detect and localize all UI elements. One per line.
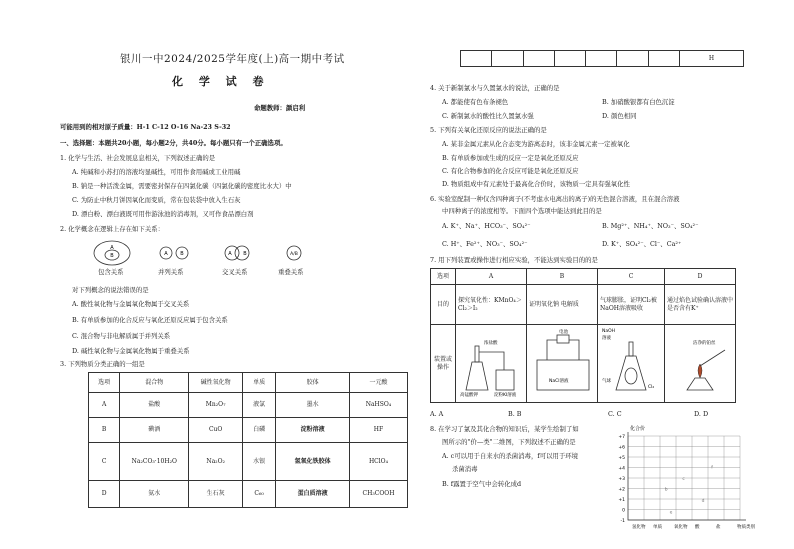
table-cell: 氨水 <box>120 481 189 508</box>
id-box <box>586 51 617 67</box>
q1-stem: 1. 化学与生活、社会发展息息相关，下列叙述正确的是 <box>60 154 216 162</box>
y-tick-label: +6 <box>618 445 625 451</box>
caption: 气球 <box>602 379 611 384</box>
y-tick-label: 0 <box>622 508 625 514</box>
apparatus-a-cell <box>456 325 527 403</box>
q8-stem-line1: 8. 在学习了氯及其化合物的知识后，某学生绘制了如 <box>430 425 579 433</box>
author-line <box>254 104 305 112</box>
table-cell: 液氯 <box>242 393 275 418</box>
chart-point-label: c <box>682 477 685 483</box>
q3-stem: 3. 下列物质分类正确的一组是 <box>60 360 145 368</box>
table-cell: CH₃COOH <box>349 481 407 508</box>
table-cell: 水银 <box>242 443 275 481</box>
svg-text:B: B <box>243 251 247 257</box>
table-row <box>89 418 408 443</box>
apparatus-b-cell <box>527 325 598 403</box>
svg-text:A: A <box>164 251 168 257</box>
id-box <box>554 51 585 67</box>
q5-option-a: A. 某非金属元素从化合态变为游离态时，该非金属元素一定被氧化 <box>442 140 630 148</box>
x-axis-label: 盐 <box>716 525 721 530</box>
caption: 电池 <box>559 330 568 335</box>
table-header-row <box>89 373 408 393</box>
q6-stem-line2: 中四种离子的浓度相等。下面四个选项中能达到此目的是 <box>442 207 602 215</box>
chart-y-title: 化合价 <box>630 426 646 432</box>
table-cell: CuO <box>189 418 243 443</box>
table-cell: 气球膨胀，证明Cl₂被NaOH溶液吸收 <box>598 285 665 325</box>
q4-option-b: B. 加硝酸银都有白色沉淀 <box>602 98 675 106</box>
id-box <box>492 51 523 67</box>
q4-stem: 4. 关于新制氯水与久置氯水的说法，正确的是 <box>430 84 560 92</box>
table-cell: 氢氧化铁胶体 <box>276 443 350 481</box>
apparatus-d-cell <box>665 325 736 403</box>
table-header: D <box>665 269 736 285</box>
apparatus-d-diagram <box>667 326 733 398</box>
chart-grid <box>628 432 746 520</box>
q6-option-b: B. Mg²⁺、NH₄⁺、NO₃⁻、SO₄²⁻ <box>602 222 699 230</box>
q4-option-a: A. 都能使有色布条褪色 <box>442 98 509 106</box>
table-header: 选项 <box>431 269 456 285</box>
table-cell: HClO₄ <box>349 443 407 481</box>
diagram-label-intersection: 交叉关系 <box>222 268 248 276</box>
q6-option-a: A. K⁺、Na⁺、HCO₃⁻、SO₄²⁻ <box>442 222 531 230</box>
svg-text:A: A <box>228 251 232 257</box>
y-tick-label: +5 <box>618 455 625 461</box>
table-cell: Na₂CO₃·10H₂O <box>120 443 189 481</box>
q5-stem: 5. 下列有关氧化还原反应的说法正确的是 <box>430 126 547 134</box>
svg-text:B: B <box>110 253 114 259</box>
intersection-diagram <box>225 246 249 260</box>
table-header-row <box>431 269 736 285</box>
table-cell: 生石灰 <box>189 481 243 508</box>
q7-answer-c: C. C <box>608 410 622 418</box>
table-cell: 装置或操作 <box>431 325 456 403</box>
q8-option-a-line1: A. c可以用于自来水的杀菌消毒，f可以用于环境 <box>442 452 579 460</box>
q5-option-c: C. 有化合物参加的化合反应可能是氧化还原反应 <box>442 167 579 175</box>
y-tick-label: +2 <box>618 487 625 493</box>
apparatus-a-diagram <box>458 326 524 398</box>
caption: NaOH <box>602 329 616 334</box>
table-row <box>431 285 736 325</box>
table-cell: 目的 <box>431 285 456 325</box>
table-cell: Mn₂O₇ <box>189 393 243 418</box>
x-axis-label: 酸 <box>695 525 700 530</box>
section-1-heading: 一、选择题：本题共20小题，每小题2分，共40分。每小题只有一个正确选项。 <box>60 139 287 147</box>
q2-option-d: D. 碱性氧化物与金属氧化物属于重叠关系 <box>72 347 190 355</box>
id-box-last: H <box>679 51 743 67</box>
q1-option-d: D. 漂白粉、漂白液既可用作游泳池的消毒剂，又可作食品漂白剂 <box>72 210 254 218</box>
svg-text:B: B <box>180 251 184 257</box>
table-cell: 碘酒 <box>120 418 189 443</box>
q7-answer-b: B. B <box>508 410 522 418</box>
caption: Cl₂ <box>648 385 655 390</box>
table-cell: C <box>89 443 120 481</box>
table-cell: 证明氧化钠 电解质 <box>527 285 598 325</box>
q2-sub-stem: 对下列概念的说法错误的是 <box>72 286 149 294</box>
q7-answer-d: D. D <box>694 410 709 418</box>
exam-title: 银川一中2024/2025学年度(上)高一期中考试 <box>120 53 345 65</box>
q6-stem-line1: 6. 实验室配制一种仅含四种离子(不考虑水电离出的离子)的无色混合溶液，且在混合溶液 <box>430 195 680 203</box>
author-label: 命题教师： <box>254 104 286 112</box>
table-header: A <box>456 269 527 285</box>
y-tick-label: -1 <box>620 518 625 524</box>
caption: 洁净的铂丝 <box>693 341 716 346</box>
q7-stem: 7. 用下列装置或操作进行相应实验，不能达到实验目的的是 <box>430 256 598 264</box>
caption: 高锰酸钾 <box>460 393 478 398</box>
q7-experiment-table <box>430 268 736 403</box>
q2-option-a: A. 酸性氧化物与金属氧化物属于交叉关系 <box>72 300 190 308</box>
svg-text:A/B: A/B <box>290 252 298 257</box>
chart-y-ticks <box>618 434 625 524</box>
table-cell: D <box>89 481 120 508</box>
y-tick-label: +1 <box>618 497 625 503</box>
containment-diagram <box>94 241 130 265</box>
q5-option-b: B. 有单质参加或生成的反应一定是氧化还原反应 <box>442 154 579 162</box>
apparatus-c-cell <box>598 325 665 403</box>
table-cell: 墨水 <box>276 393 350 418</box>
diagram-label-containment: 包含关系 <box>98 268 124 276</box>
diagram-label-overlap: 重叠关系 <box>278 268 304 276</box>
q6-option-d: D. K⁺、SO₄²⁻、Cl⁻、Ca²⁺ <box>602 240 682 248</box>
overlap-diagram <box>287 246 301 260</box>
id-box <box>523 51 554 67</box>
table-cell: 盐酸 <box>120 393 189 418</box>
y-tick-label: +3 <box>618 476 625 482</box>
table-cell: Na₂O₂ <box>189 443 243 481</box>
q4-option-c: C. 新制氯水的酸性比久置氯水强 <box>442 112 534 120</box>
chart-point-label: f <box>711 465 713 471</box>
table-cell: 通过焰色试验确认溶液中是否含有K⁺ <box>665 285 736 325</box>
x-axis-label: 氧化物 <box>674 525 688 530</box>
table-header: 选项 <box>89 373 120 393</box>
q6-option-c: C. H⁺、Fe²⁺、NO₃⁻、SO₄²⁻ <box>442 240 528 248</box>
caption: 溶液 <box>602 336 611 341</box>
q1-option-b: B. 钠是一种活泼金属，需要密封保存在四氯化碳（四氯化碳的密度比水大）中 <box>72 182 292 190</box>
subject-title: 化 学 试 卷 <box>172 75 270 88</box>
table-header: 胶体 <box>276 373 350 393</box>
table-cell: C₆₀ <box>242 481 275 508</box>
table-cell: 蛋白质溶液 <box>276 481 350 508</box>
q4-option-d: D. 颜色相同 <box>602 112 637 120</box>
q2-option-b: B. 有单质参加的化合反应与氧化还原反应属于包含关系 <box>72 316 228 324</box>
x-axis-label: 氢化物 <box>632 525 646 530</box>
table-cell: 探究氧化性：KMnO₄＞Cl₂＞I₂ <box>456 285 527 325</box>
chart-x-labels <box>632 523 755 530</box>
table-header: 混合物 <box>120 373 189 393</box>
table-cell: A <box>89 393 120 418</box>
diagram-label-parallel: 并列关系 <box>158 268 184 276</box>
q1-option-c: C. 为防止中秋月饼因氧化而变质，常在包装袋中放入生石灰 <box>72 196 241 204</box>
q2-option-c: C. 混合物与非电解质属于并列关系 <box>72 332 171 340</box>
chart-point-label: d <box>701 499 705 505</box>
parallel-diagram <box>160 247 188 259</box>
id-box <box>648 51 679 67</box>
q2-stem: 2. 化学概念在逻辑上存在如下关系： <box>60 225 164 233</box>
chart-point-label: e <box>669 510 673 516</box>
caption: 浓盐酸 <box>484 341 498 346</box>
q8-option-b: B. f露置于空气中会转化成d <box>442 480 522 488</box>
table-header: B <box>527 269 598 285</box>
id-number-boxes <box>460 50 744 67</box>
caption: NaCl溶液 <box>549 379 569 384</box>
table-row <box>89 481 408 508</box>
x-axis-label: 物质类别 <box>737 525 755 530</box>
chart-axes <box>628 432 746 520</box>
q5-option-d: D. 物质组成中有元素处于最高化合价时，该物质一定具有强氧化性 <box>442 180 630 188</box>
table-cell: B <box>89 418 120 443</box>
table-row <box>89 393 408 418</box>
caption: 淀粉KI溶液 <box>494 393 517 398</box>
author-name: 颜启利 <box>285 104 306 112</box>
table-cell: NaHSO₄ <box>349 393 407 418</box>
q7-answer-a: A. A <box>430 410 444 418</box>
chart-points <box>665 465 713 516</box>
q1-option-a: A. 纯碱和小苏打的溶液均显碱性，可用作食用碱或工业用碱 <box>72 168 241 176</box>
id-box <box>617 51 648 67</box>
table-header: 单质 <box>242 373 275 393</box>
chart-point-label: b <box>664 487 668 493</box>
y-tick-label: +4 <box>618 466 625 472</box>
table-cell: HF <box>349 418 407 443</box>
q8-stem-line2: 图所示的"价—类"二维图，下列叙述不正确的是 <box>442 438 576 446</box>
x-axis-label: 单质 <box>653 525 662 530</box>
apparatus-c-diagram <box>600 326 662 398</box>
id-box <box>461 51 492 67</box>
svg-text:A: A <box>110 245 114 251</box>
atomic-masses: 可能用到的相对原子质量：H-1 C-12 O-16 Na-23 S-32 <box>60 123 231 131</box>
q8-valence-class-chart <box>604 422 770 546</box>
table-cell: 淀粉溶液 <box>276 418 350 443</box>
apparatus-b-diagram <box>529 326 595 398</box>
y-tick-label: +7 <box>618 434 625 440</box>
table-header: 碱性氧化物 <box>189 373 243 393</box>
table-header: 一元酸 <box>349 373 407 393</box>
table-row <box>89 443 408 481</box>
q3-classification-table <box>88 372 408 508</box>
table-row <box>431 325 736 403</box>
q8-option-a-line2: 杀菌消毒 <box>452 465 478 473</box>
table-cell: 白磷 <box>242 418 275 443</box>
table-header: C <box>598 269 665 285</box>
